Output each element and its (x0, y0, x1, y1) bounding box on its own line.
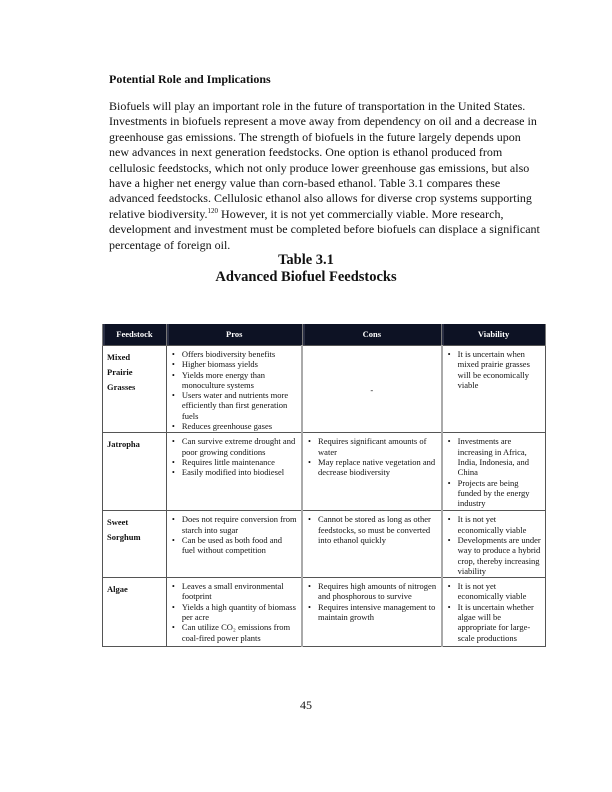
pros-item: • Users water and nutrients more efficiently than first generation fuels (180, 390, 297, 421)
cons-empty-placeholder: - (370, 385, 374, 395)
viability-item: • It is uncertain when mixed prairie grasses will be economically viable (456, 349, 541, 390)
feedstock-name-line: Prairie (107, 367, 133, 377)
feedstock-table (102, 324, 546, 647)
pros-cell (166, 511, 302, 578)
viability-list (447, 349, 541, 390)
viability-cell (442, 511, 546, 578)
section-heading: Potential Role and Implications (109, 72, 271, 86)
feedstock-name-line: Mixed (107, 352, 131, 362)
viability-list (447, 436, 541, 508)
cons-item: • Requires intensive management to maintain growth (316, 602, 437, 623)
page-number: 45 (300, 698, 312, 712)
pros-item: • Easily modified into biodiesel (180, 467, 297, 477)
footnote-reference[interactable]: 120 (207, 206, 219, 215)
pros-cell (166, 578, 302, 647)
pros-cell (166, 346, 302, 433)
pros-item: • Offers biodiversity benefits (180, 349, 297, 359)
viability-item: • Developments are under way to produce a hybrid crop, thereby increasing viability (456, 535, 541, 576)
cons-cell (302, 511, 442, 578)
pros-item: • Can utilize CO₂ emissions from coal-fired power plants (180, 622, 297, 643)
viability-item: • Projects are being funded by the energy industry (456, 478, 541, 509)
feedstock-cell (103, 578, 167, 647)
pros-item: • Requires little maintenance (180, 457, 297, 467)
pros-list (171, 436, 297, 477)
pros-item: • Yields a high quantity of biomass per acre (180, 602, 297, 623)
header-feedstock: Feedstock (103, 324, 167, 346)
cons-cell (302, 433, 442, 511)
pros-item: • Reduces greenhouse gases (180, 421, 297, 431)
cons-cell (302, 346, 442, 433)
cons-list (307, 514, 437, 545)
feedstock-name-line: Algae (107, 584, 128, 595)
cons-item: • May replace native vegetation and decrease biodiversity (316, 457, 437, 478)
pros-item: • Higher biomass yields (180, 359, 297, 369)
pros-list (171, 581, 297, 643)
table-caption-title: Advanced Biofuel Feedstocks (215, 269, 397, 285)
cons-list (307, 436, 437, 477)
feedstock-cell (103, 433, 167, 511)
header-pros: Pros (166, 324, 302, 346)
pros-cell (166, 433, 302, 511)
feedstock-name-line: Sweet (107, 517, 129, 528)
viability-cell (442, 578, 546, 647)
viability-cell (442, 433, 546, 511)
viability-item: • Investments are increasing in Africa, India, Indonesia, and China (456, 436, 541, 477)
paragraph-text-continued: However, it is not yet commercially viable. More research, development and investment must be completed before biofuels can displace a significant percentage of foreign oil. (109, 206, 540, 252)
pros-item: • Can survive extreme drought and poor growing conditions (180, 436, 297, 457)
table-row (103, 578, 546, 647)
cons-cell (302, 578, 442, 647)
pros-list (171, 514, 297, 555)
feedstock-name-line: Jatropha (107, 439, 140, 450)
cons-item: • Cannot be stored as long as other feedstocks, so must be converted into ethanol quickly (316, 514, 437, 545)
viability-list (447, 514, 541, 576)
viability-item: • It is uncertain whether algae will be appropriate for large-scale productions (456, 602, 541, 643)
viability-cell (442, 346, 546, 433)
table-row (103, 433, 546, 511)
pros-item: • Leaves a small environmental footprint (180, 581, 297, 602)
viability-item: • It is not yet economically viable (456, 581, 541, 602)
cons-item: • Requires significant amounts of water (316, 436, 437, 457)
header-viability: Viability (442, 324, 546, 346)
feedstock-cell (103, 511, 167, 578)
pros-list (171, 349, 297, 431)
cons-item: • Requires high amounts of nitrogen and phosphorous to survive (316, 581, 437, 602)
pros-item: • Can be used as both food and fuel without competition (180, 535, 297, 556)
paragraph-text: Biofuels will play an important role in the future of transportation in the United States. Investments in biofuels represent a move away from dependency on oil and a decrease in greenhouse gas emissions. The strength of biofuels in the future largely depends upon new advances in next generation feedstocks. One option is ethanol produced from cellulosic feedstocks, which not only produce lower greenhouse gas emissions, but also have a higher net energy value than corn-based ethanol. Table 3.1 compares these advanced feedstocks. Cellulosic ethanol also allows for diverse crop systems supporting relative biodiversity. (109, 99, 537, 221)
header-cons: Cons (302, 324, 442, 346)
feedstock-name-line: Grasses (107, 382, 136, 392)
table-row (103, 346, 546, 433)
viability-list (447, 581, 541, 643)
feedstock-cell (103, 346, 167, 433)
pros-item: • Yields more energy than monoculture systems (180, 370, 297, 391)
feedstock-name-line: Sorghum (107, 532, 141, 543)
table-caption-number: Table 3.1 (278, 252, 334, 268)
pros-item: • Does not require conversion from starch into sugar (180, 514, 297, 535)
viability-item: • It is not yet economically viable (456, 514, 541, 535)
table-header-row (103, 324, 546, 346)
cons-list (307, 581, 437, 622)
body-paragraph (109, 99, 541, 253)
table-row (103, 511, 546, 578)
